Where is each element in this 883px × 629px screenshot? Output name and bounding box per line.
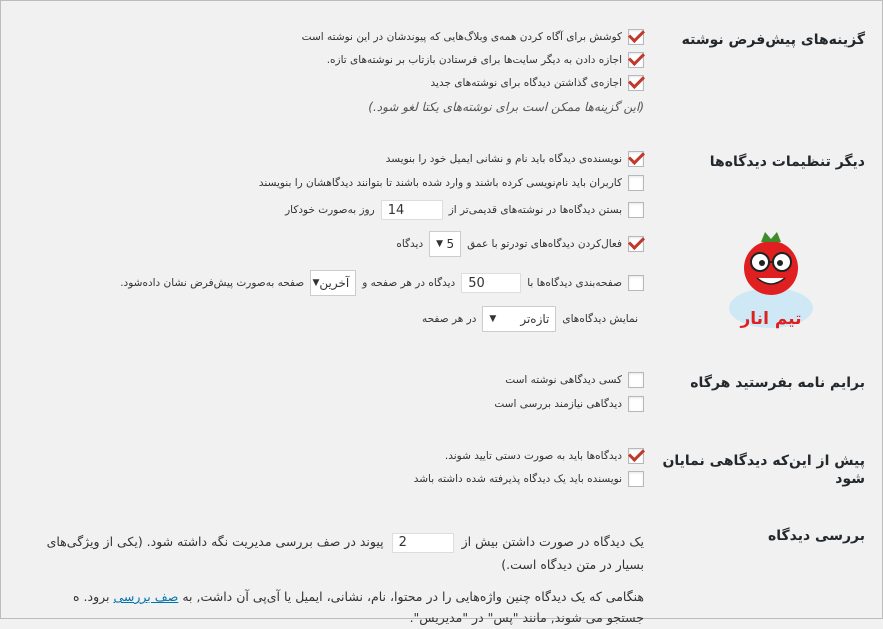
email-moderation-option[interactable] — [488, 396, 644, 412]
require-registration-option[interactable] — [253, 175, 644, 191]
close-comments-days-suffix: روز به‌صورت خودکار — [285, 204, 375, 216]
default-post-settings-title: گزینه‌های پیش‌فرض نوشته — [681, 32, 865, 48]
moderation-links-line2: بسیار در متن دیدگاه است.) — [501, 557, 644, 572]
pingback-checkbox[interactable] — [628, 29, 644, 45]
default-page-value: آخرین — [319, 276, 350, 290]
leaf-icon — [761, 232, 781, 242]
moderation-links-line — [47, 530, 644, 553]
previous-approved-option[interactable] — [408, 471, 644, 487]
moderation-keys-after: برود. ه — [73, 589, 110, 604]
paginate-comments-label: صفحه‌بندی دیدگاه‌ها با — [527, 277, 622, 289]
allow-comments-checkbox[interactable] — [628, 75, 644, 91]
override-note: (این گزینه‌ها ممکن است برای نوشته‌های یکتا لغو شود.) — [368, 100, 644, 114]
require-registration-checkbox[interactable] — [628, 175, 644, 191]
email-new-comment-option[interactable] — [499, 372, 644, 388]
allow-comments-label: اجازه‌ی گذاشتن دیدگاه برای نوشته‌های جدید — [430, 77, 622, 89]
comments-per-page-input[interactable]: 50 — [461, 273, 521, 293]
comments-per-page-middle: دیدگاه در هر صفحه و — [362, 277, 456, 289]
previous-approved-checkbox[interactable] — [628, 471, 644, 487]
comment-order-value: تازه‌تر — [520, 312, 550, 326]
threaded-comments-label: فعال‌کردن دیدگاه‌های تودرتو با عمق — [467, 238, 622, 250]
team-anar-logo — [727, 230, 815, 330]
comment-order-option — [416, 306, 644, 332]
require-name-email-checkbox[interactable] — [628, 151, 644, 167]
manual-approval-checkbox[interactable] — [628, 448, 644, 464]
thread-depth-select[interactable] — [429, 231, 461, 257]
email-me-title: برایم نامه بفرستید هرگاه — [690, 375, 865, 391]
close-comments-days-input[interactable]: 14 — [381, 200, 443, 220]
default-page-suffix: صفحه به‌صورت پیش‌فرض نشان داده‌شود. — [120, 277, 305, 289]
close-comments-checkbox[interactable] — [628, 202, 644, 218]
paginate-comments-checkbox[interactable] — [628, 275, 644, 291]
manual-approval-option[interactable] — [439, 448, 644, 464]
default-page-select[interactable] — [310, 270, 356, 296]
moderation-keys-before: هنگامی که یک دیدگاه چنین واژه‌هایی را در محتوا، نام، نشانی، ایمیل یا آی‌پی آن داشت, به — [182, 589, 644, 604]
comment-order-label: نمایش دیدگاه‌های — [562, 313, 638, 325]
chevron-down-icon: ▼ — [436, 239, 444, 249]
moderation-links-after: پیوند در صف بررسی مدیریت نگه داشته شود. (یکی از ویژگی‌های — [46, 534, 384, 549]
thread-depth-value: 5 — [446, 237, 455, 251]
email-moderation-checkbox[interactable] — [628, 396, 644, 412]
email-new-comment-label: کسی دیدگاهی نوشته است — [505, 374, 622, 386]
before-comment-appears-title-line2: شود — [835, 471, 865, 487]
logo-text: تیم انار — [740, 309, 802, 329]
require-name-email-option[interactable] — [380, 151, 644, 167]
email-moderation-label: دیدگاهی نیازمند بررسی است — [494, 398, 622, 410]
moderation-queue-link[interactable]: صف بررسی — [113, 589, 179, 604]
require-name-email-label: نویسنده‌ی دیدگاه باید نام و نشانی ایمیل خود را بنویسد — [385, 153, 622, 165]
moderation-links-before: یک دیدگاه در صورت داشتن بیش از — [461, 534, 644, 549]
before-comment-appears-title — [662, 452, 865, 488]
comment-order-select[interactable] — [482, 306, 556, 332]
trackback-checkbox[interactable] — [628, 52, 644, 68]
close-comments-label: بستن دیدگاه‌ها در نوشته‌های قدیمی‌تر از — [448, 204, 622, 216]
require-registration-label: کاربران باید نام‌نویسی کرده باشند و وارد شده باشند تا بتوانند دیدگاهشان را بنویسند — [258, 177, 622, 189]
paginate-comments-option[interactable] — [114, 270, 644, 296]
other-comment-settings-title: دیگر تنظیمات دیدگاه‌ها — [709, 154, 865, 170]
moderation-keys-line — [73, 585, 644, 608]
trackback-option[interactable] — [321, 52, 644, 68]
moderation-links-input[interactable]: 2 — [392, 533, 454, 553]
chevron-down-icon: ▼ — [489, 314, 497, 324]
thread-depth-suffix: دیدگاه — [396, 238, 424, 250]
threaded-comments-option[interactable] — [390, 231, 644, 257]
manual-approval-label: دیدگاه‌ها باید به صورت دستی تایید شوند. — [444, 450, 622, 462]
pingback-option[interactable] — [296, 29, 644, 45]
comment-order-suffix: در هر صفحه — [422, 313, 477, 325]
chevron-down-icon: ▼ — [312, 278, 320, 288]
threaded-comments-checkbox[interactable] — [628, 236, 644, 252]
moderation-keys-line2: جستجو می شوند, مانند "پس" در "مدیریس". — [409, 610, 644, 625]
email-new-comment-checkbox[interactable] — [628, 372, 644, 388]
before-comment-appears-title-line1: پیش از این‌که دیدگاهی نمایان — [662, 453, 865, 469]
allow-comments-option[interactable] — [425, 75, 644, 91]
previous-approved-label: نویسنده باید یک دیدگاه پذیرفته شده داشته باشد — [413, 473, 622, 485]
pingback-label: کوشش برای آگاه کردن همه‌ی وبلاگ‌هایی که پیوندشان در این نوشته است — [301, 31, 622, 43]
comment-moderation-title: بررسی دیدگاه — [767, 528, 865, 544]
close-comments-option[interactable] — [279, 200, 644, 220]
trackback-label: اجازه دادن به دیگر سایت‌ها برای فرستادن بازتاب بر نوشته‌های تازه. — [326, 54, 622, 66]
